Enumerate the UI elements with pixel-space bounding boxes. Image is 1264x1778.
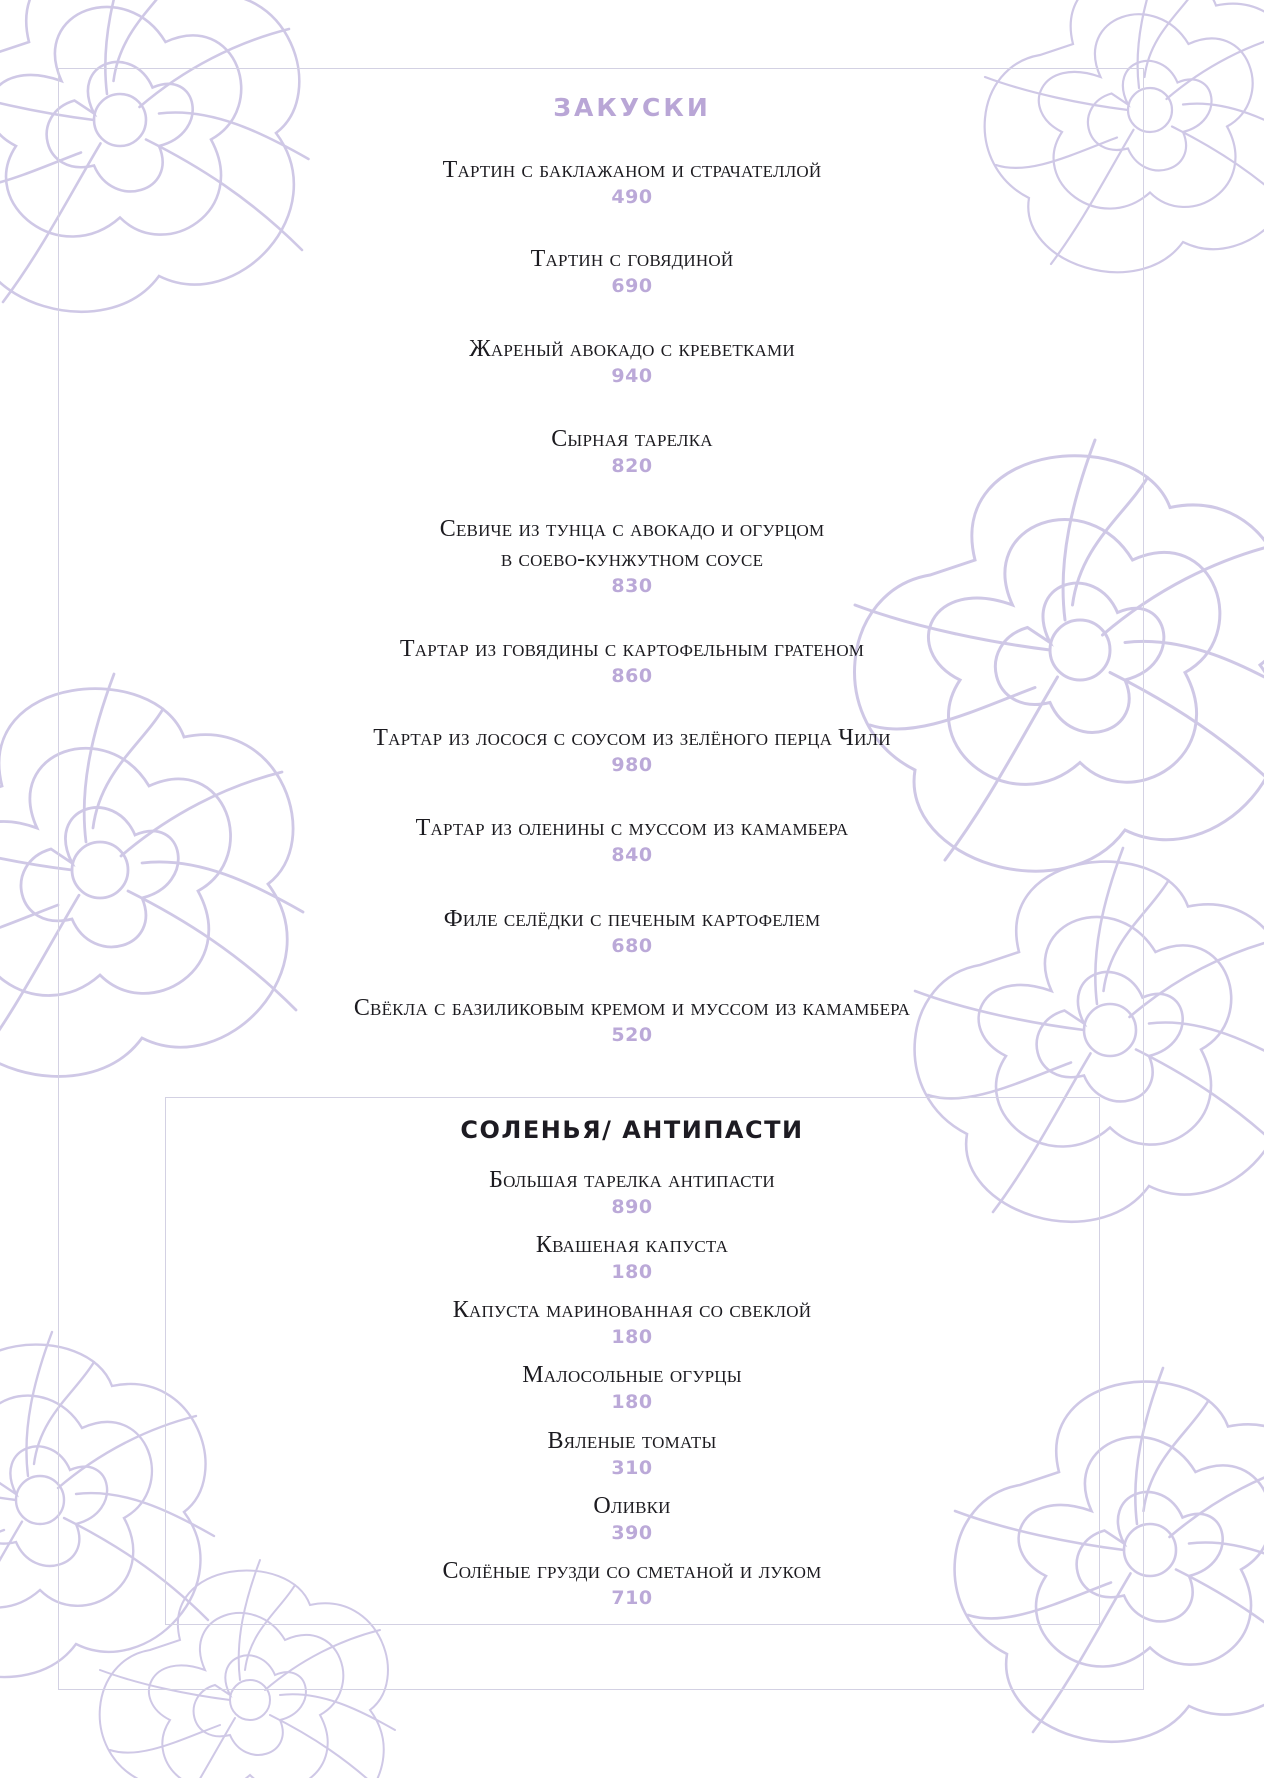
dish-name: Большая тарелка антипасти bbox=[489, 1167, 775, 1193]
dish-price: 980 bbox=[611, 754, 653, 776]
menu-item bbox=[0, 634, 1264, 688]
menu-item bbox=[0, 813, 1264, 867]
dish-price: 680 bbox=[611, 935, 653, 957]
dish-name: Капуста маринованная со свеклой bbox=[452, 1297, 812, 1323]
dish-price: 180 bbox=[611, 1261, 653, 1283]
menu-item bbox=[0, 244, 1264, 298]
menu-item bbox=[0, 723, 1264, 777]
menu-item bbox=[0, 1361, 1264, 1414]
dish-name: Тартар из говядины с картофельным гратеном bbox=[399, 636, 865, 662]
dish-name: Жареный авокадо с креветками bbox=[469, 336, 795, 362]
menu-item bbox=[0, 1557, 1264, 1610]
section-title-zakuski: ЗАКУСКИ bbox=[553, 93, 711, 122]
menu-item bbox=[0, 1492, 1264, 1545]
menu-item bbox=[0, 993, 1264, 1047]
dish-name: Свёкла с базиликовым кремом и муссом из камамбера bbox=[353, 995, 911, 1021]
section-title-antipasti: СОЛЕНЬЯ/ АНТИПАСТИ bbox=[460, 1116, 804, 1144]
dish-price: 520 bbox=[611, 1024, 653, 1046]
dish-name: Солёные грузди со сметаной и луком bbox=[442, 1558, 822, 1584]
dish-name: Оливки bbox=[593, 1493, 671, 1519]
dish-price: 820 bbox=[611, 455, 653, 477]
dish-name: Квашеная капуста bbox=[535, 1232, 729, 1258]
dish-name: Сырная тарелка bbox=[551, 426, 713, 452]
dish-name: Тартар из лосося с соусом из зелёного перца Чили bbox=[373, 725, 891, 751]
dish-price: 830 bbox=[611, 575, 653, 597]
dish-price: 490 bbox=[611, 186, 653, 208]
menu-item bbox=[0, 904, 1264, 958]
dish-price: 180 bbox=[611, 1391, 653, 1413]
menu-item bbox=[0, 424, 1264, 478]
dish-price: 940 bbox=[611, 365, 653, 387]
dish-price: 860 bbox=[611, 665, 653, 687]
dish-name: Малосольные огурцы bbox=[522, 1362, 742, 1388]
menu-item bbox=[0, 155, 1264, 209]
menu-item bbox=[0, 1427, 1264, 1480]
menu-item bbox=[0, 1166, 1264, 1219]
dish-name: Тартин с баклажаном и страчателлой bbox=[442, 157, 822, 183]
dish-price: 310 bbox=[611, 1457, 653, 1479]
menu-item bbox=[0, 1296, 1264, 1349]
dish-name: Тартар из оленины с муссом из камамбера bbox=[415, 815, 849, 841]
menu-item bbox=[0, 1231, 1264, 1284]
dish-price: 180 bbox=[611, 1326, 653, 1348]
dish-price: 840 bbox=[611, 844, 653, 866]
dish-name: Севиче из тунца с авокадо и огурцом в соево-кунжутном соусе bbox=[439, 516, 825, 572]
dish-name: Филе селёдки с печеным картофелем bbox=[443, 906, 821, 932]
dish-name: Тартин с говядиной bbox=[530, 246, 734, 272]
menu-item bbox=[0, 334, 1264, 388]
dish-price: 890 bbox=[611, 1196, 653, 1218]
menu-item bbox=[0, 514, 1264, 598]
dish-price: 690 bbox=[611, 275, 653, 297]
dish-price: 710 bbox=[611, 1587, 653, 1609]
dish-name: Вяленые томаты bbox=[547, 1428, 717, 1454]
dish-price: 390 bbox=[611, 1522, 653, 1544]
